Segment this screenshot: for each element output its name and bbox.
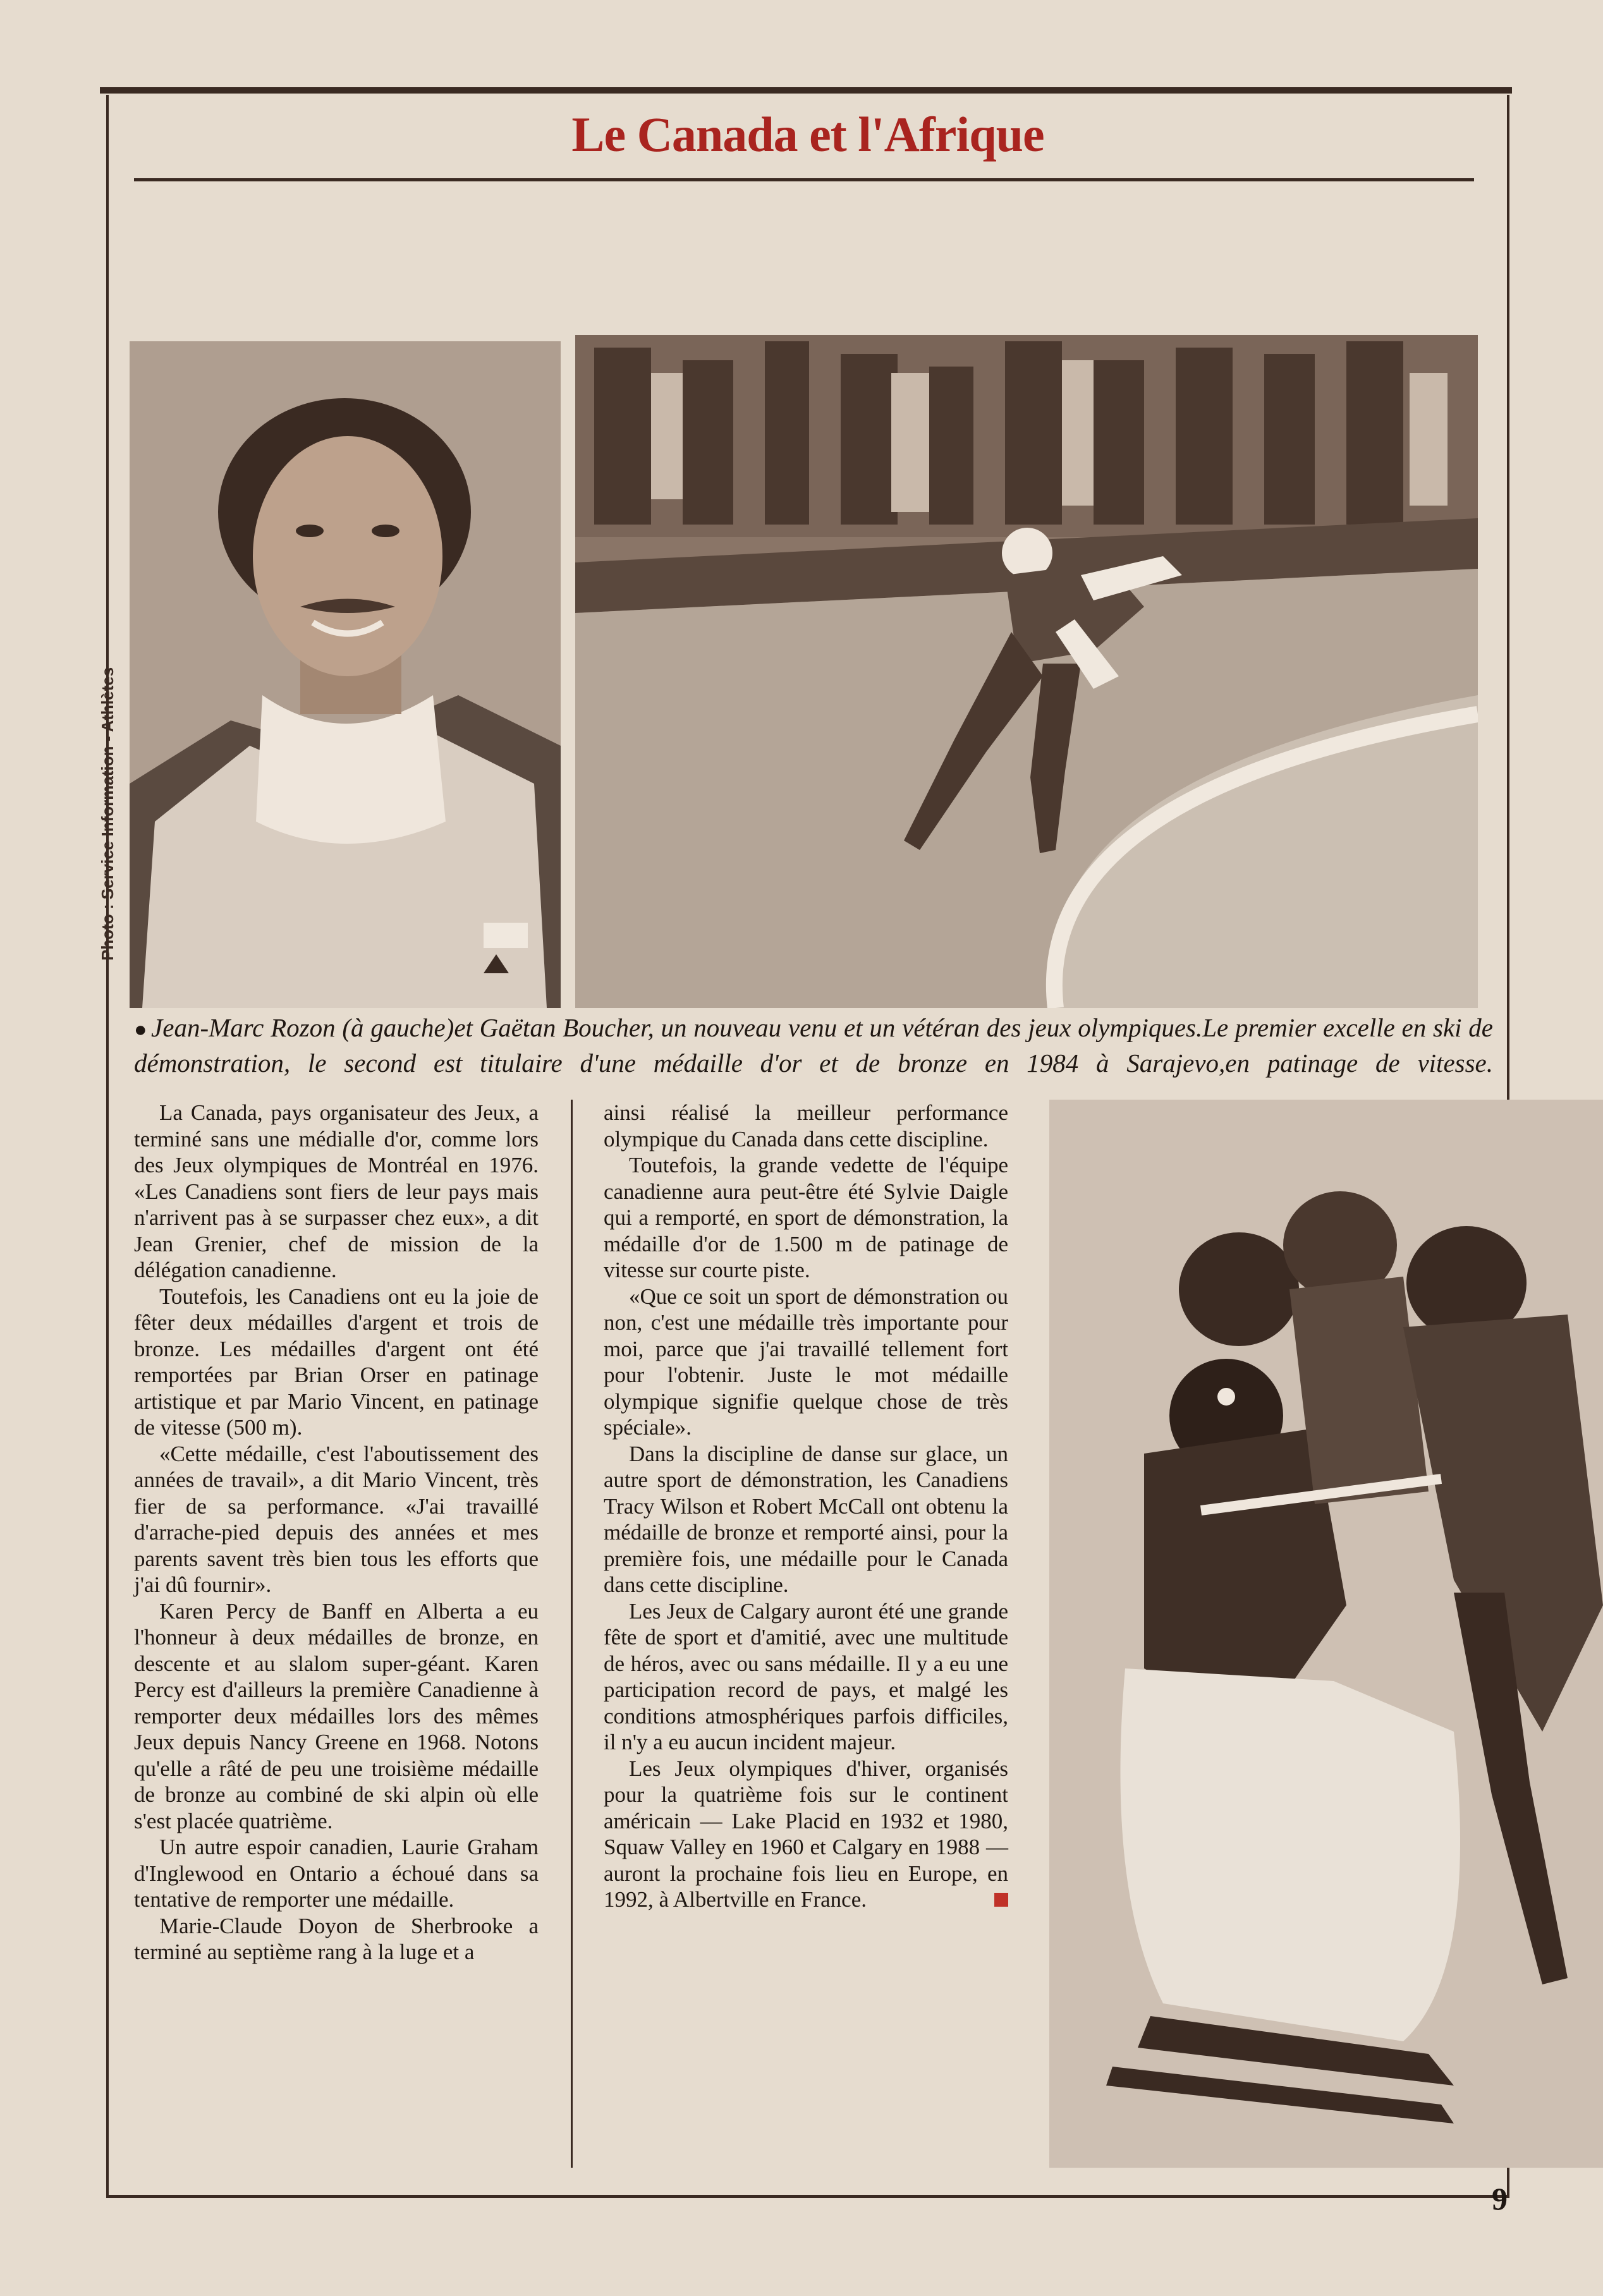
paragraph-last-text: Les Jeux olympiques d'hiver, organisés pour la quatrième fois sur le continent américain — Lake Placid en 1932 et 1980, Squaw Valley en 1960 et Calgary en 1988 — auront la prochaine fois lieu en Europe, en 1992, à Albertville en France.: [604, 1756, 1008, 1912]
paragraph: Dans la discipline de danse sur glace, un autre sport de démonstration, les Canadiens Tracy Wilson et Robert McCall ont obtenu la médaille de bronze et remporté ainsi, pour la première fois, une médaille pour le Canada dans cette discipline.: [604, 1441, 1008, 1597]
article-column-2: [604, 1100, 1008, 1913]
paragraph: Toutefois, la grande vedette de l'équipe canadienne aura peut-être été Sylvie Daigle qui a remporté, en sport de démonstration, la médaille d'or de 1.500 m de patinage de vitesse sur courte piste.: [604, 1153, 1008, 1282]
title-divider: [134, 178, 1474, 181]
portrait-photo: [130, 341, 561, 1008]
page-title: Le Canada et l'Afrique: [571, 107, 1044, 162]
paragraph: La Canada, pays organisateur des Jeux, a terminé sans une médialle d'or, comme lors des Jeux olympiques de Montréal en 1976. «Les Canadiens sont fiers de leur pays mais n'arrivent pas à se surpasser chez eux», a dit Jean Grenier, chef de mission de la délégation canadienne.: [134, 1100, 539, 1282]
paragraph: Marie-Claude Doyon de Sherbrooke a terminé au septième rang à la luge et a: [134, 1913, 539, 1964]
bobsled-photo: [1049, 1100, 1603, 2168]
article-column-1: [134, 1100, 539, 1965]
caption-text: Jean-Marc Rozon (à gauche)et Gaëtan Boucher, un nouveau venu et un vétéran des jeux olympiques.Le premier excelle en ski de démonstration, le second est titulaire d'une médaille d'or et de bronze en 1984 à Sarajevo,en patinage de vitesse.: [134, 1013, 1493, 1078]
paragraph: «Cette médaille, c'est l'aboutissement des années de travail», a dit Mario Vincent, très fier de sa performance. «J'ai travaillé d'arrache-pied depuis des années et mes parents savent très bien tous les efforts que j'ai dû fournir».: [134, 1441, 539, 1597]
bullet-icon: ●: [134, 1018, 148, 1042]
photo-credit: Photo : Service Information - Athlètes: [98, 667, 117, 961]
column-divider: [571, 1100, 573, 2168]
paragraph: ainsi réalisé la meilleur performance olympique du Canada dans cette discipline.: [604, 1100, 1008, 1151]
paragraph: Karen Percy de Banff en Alberta a eu l'honneur à deux médailles de bronze, en descente et au slalom super-géant. Karen Percy est d'ailleurs la première Canadienne à remporter deux médailles lors des mêmes Jeux depuis Nancy Greene en 1968. Notons qu'elle a râté de peu une troisième médaille de bronze au combiné de ski alpin où elle s'est placée quatrième.: [134, 1598, 539, 1833]
speed-skater-photo: [575, 335, 1478, 1008]
paragraph: Toutefois, les Canadiens ont eu la joie de fêter deux médailles d'argent et trois de bronze. Les médailles d'argent ont été remportées par Brian Orser en patinage artistique et par Mario Vincent, en patinage de vitesse (500 m).: [134, 1284, 539, 1440]
paragraph: «Que ce soit un sport de démonstration ou non, c'est une médaille très importante pour moi, parce que j'ai travaillé tellement fort pour l'obtenir. Juste le mot médaille olympique signifie quelque chose de très spéciale».: [604, 1284, 1008, 1440]
page-number: 9: [1492, 2181, 1508, 2216]
paragraph-last: [604, 1756, 1008, 1913]
top-border-bar: [100, 87, 1512, 94]
end-mark-icon: [994, 1893, 1008, 1907]
photo-caption: [134, 1011, 1493, 1079]
paragraph: Un autre espoir canadien, Laurie Graham d'Inglewood en Ontario a échoué dans sa tentative de remporter une médaille.: [134, 1835, 539, 1912]
paragraph: Les Jeux de Calgary auront été une grande fête de sport et d'amitié, avec une multitude de héros, avec ou sans médaille. Il y a eu une participation record de pays, et malgé les conditions atmosphériques parfois difficiles, il n'y a eu aucun incident majeur.: [604, 1598, 1008, 1754]
